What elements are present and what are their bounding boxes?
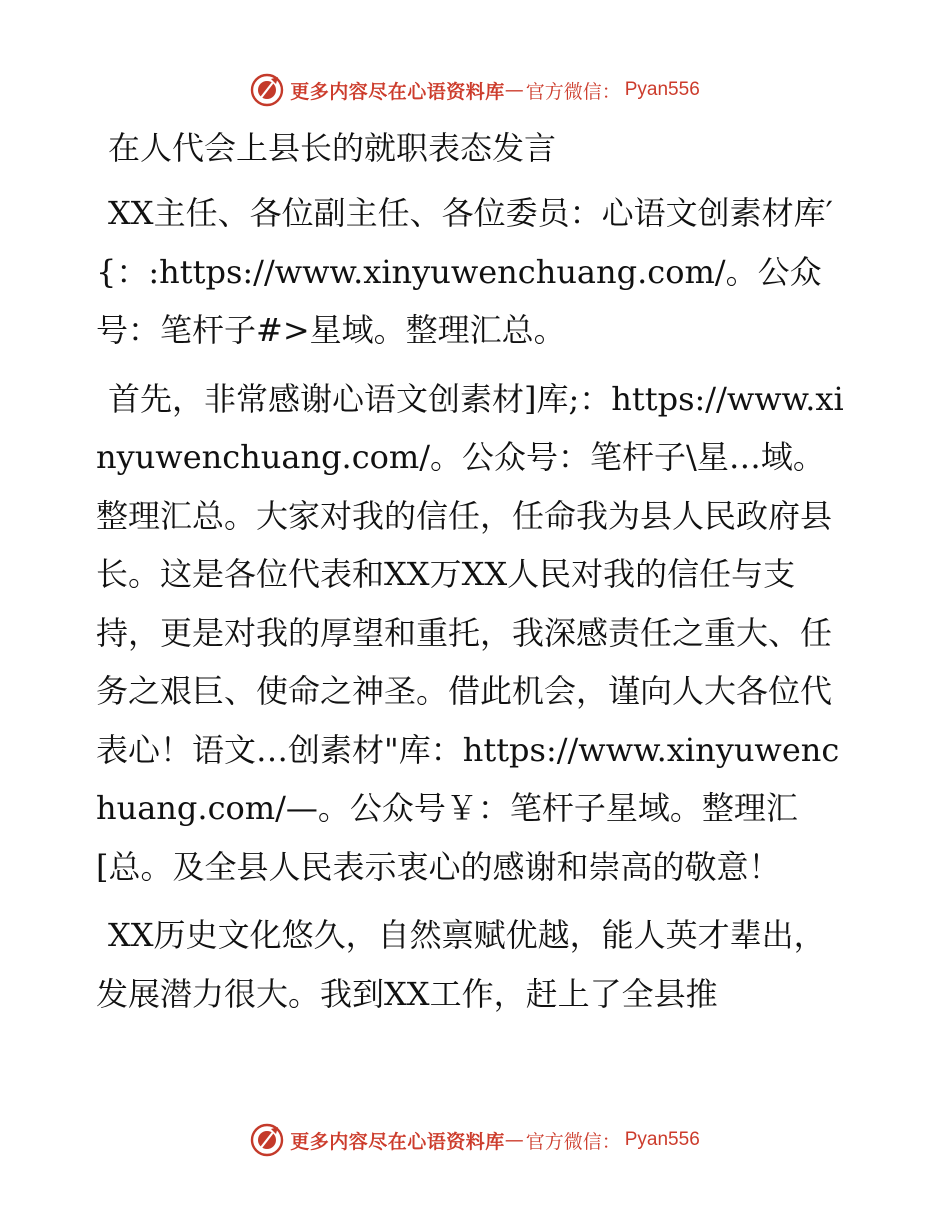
paragraph-salutation: XX主任、各位副主任、各位委员：心语文创素材库′{：:https://www.xinyuwenchuang.com/。公众号：笔杆子#>星域。整理汇总。 — [96, 194, 833, 349]
banner-text: 更多内容尽在心语资料库 — [290, 1130, 505, 1153]
banner-separator: — — [504, 79, 524, 101]
quill-seal-icon — [250, 1123, 284, 1157]
banner-label: 官方微信： — [525, 1130, 621, 1153]
quill-seal-icon — [250, 73, 284, 107]
banner-wechat-id: Pyan556 — [624, 1129, 700, 1150]
header-watermark-banner — [0, 70, 950, 110]
banner-separator: — — [504, 1129, 524, 1151]
banner-label: 官方微信： — [525, 80, 621, 103]
banner-wechat-id: Pyan556 — [624, 79, 700, 100]
document-body — [96, 118, 856, 1033]
banner-text: 更多内容尽在心语资料库 — [290, 80, 505, 103]
document-title: 在人代会上县长的就职表态发言 — [108, 129, 557, 167]
footer-watermark-banner — [0, 1120, 950, 1160]
paragraph-thanks: 首先，非常感谢心语文创素材]库;：https://www.xinyuwenchuang.com/。公众号：笔杆子\星…域。整理汇总。大家对我的信任，任命我为县人民政府县长。这是各位代表和XX万XX人民对我的信任与支持，更是对我的厚望和重托，我深感责任之重大、任务之艰巨、使命之神圣。借此机会，谨向人大各位代表心！语文…创素材"库：https://www.xinyuwenchuang.com/—。公众号￥：笔杆子星域。整理汇[总。及全县人民表示衷心的感谢和崇高的敬意！ — [96, 379, 844, 886]
paragraph-history: XX历史文化悠久，自然禀赋优越，能人英才辈出，发展潜力很大。我到XX工作，赶上了全县推 — [96, 916, 826, 1013]
